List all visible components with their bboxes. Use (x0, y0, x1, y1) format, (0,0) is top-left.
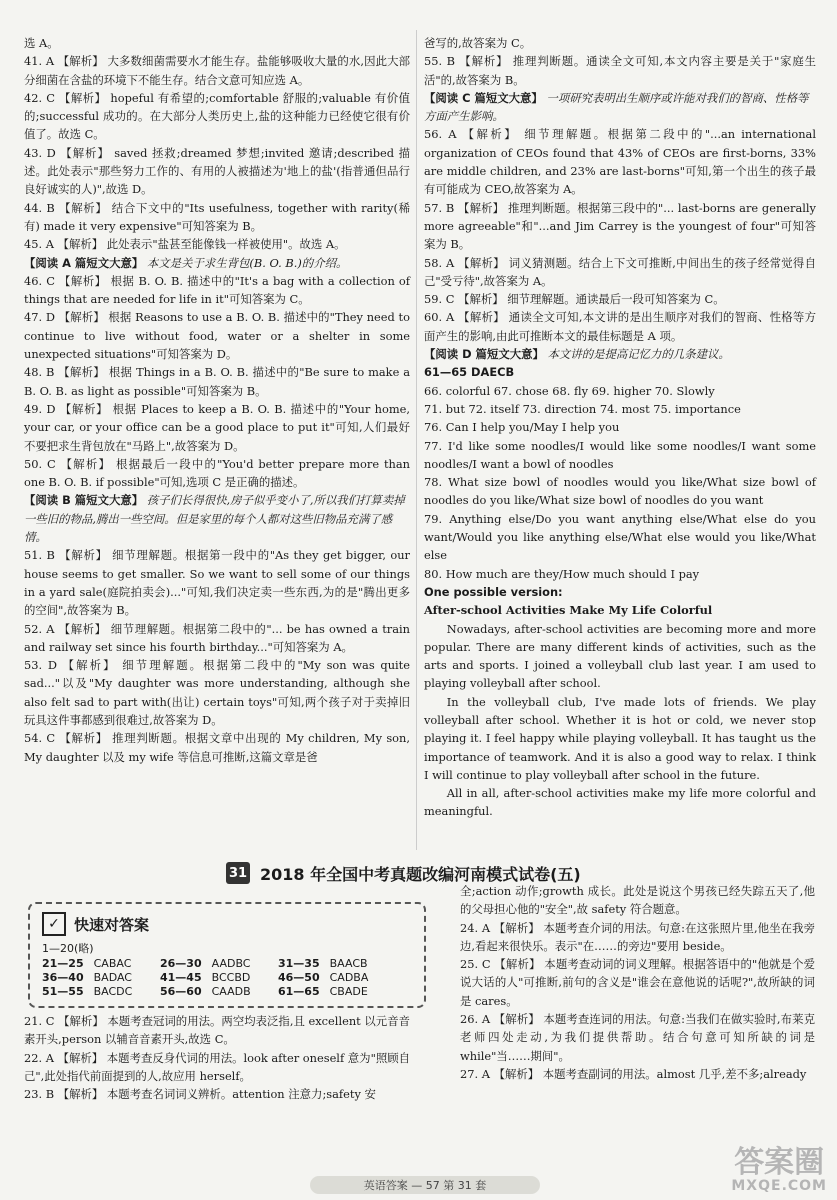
checkmark-icon: ✓ (42, 912, 66, 936)
answer-item: 58. A 【解析】 词义猜测题。结合上下文可推断,中间出生的孩子经常觉得自己"受亏待",故答案为 A。 (424, 255, 816, 288)
essay-heading: One possible version: (424, 584, 563, 599)
answer-item: 47. D 【解析】 根据 Reasons to use a B. O. B. 描述中的"They need to continue to live without food, water or a shelter in some unexpected situations"可知答案为 D。 (24, 310, 410, 362)
range-answers: CAADB (211, 985, 251, 998)
quick-answer-title: 快速对答案 (74, 915, 150, 934)
answer-item: 80. How much are they/How much should I pay (424, 566, 700, 581)
answer-item: 61—65 DAECB (424, 365, 515, 380)
section-number-badge: 31 (226, 862, 250, 884)
passage-summary (424, 345, 816, 363)
section-title: 2018 年全国中考真题改编河南模式试卷(五) (260, 864, 581, 884)
range-label: 21—25 (42, 957, 84, 970)
answer-item: 27. A 【解析】 本题考查副词的用法。almost 几乎,差不多;already (460, 1066, 807, 1081)
answer-range (160, 971, 278, 984)
answer-item: 23. B 【解析】 本题考查名词词义辨析。attention 注意力;safety 安 (24, 1087, 376, 1102)
passage-summary (424, 89, 816, 126)
answer-item: 43. D 【解析】 saved 拯救;dreamed 梦想;invited 邀请;described 描述。此处表示"那些努力工作的、有用的人被描述为'地上的盐'(指普通但品行良好诚实的人)",故选 D。 (24, 145, 410, 197)
range-answers: CADBA (329, 971, 369, 984)
answer-range (160, 957, 278, 970)
answer-item: 59. C 【解析】 细节理解题。通读最后一段可知答案为 C。 (424, 292, 725, 307)
sample-essay (424, 583, 816, 821)
answer-item: 57. B 【解析】 推理判断题。根据第三段中的"... last-borns are generally more agreeable"和"...and Jim Carrey is the youngest of four"可知答案为 B。 (424, 200, 816, 252)
answer-item: 71. but 72. itself 73. direction 74. most 75. importance (424, 401, 741, 416)
answer-range-first: 1—20(略) (42, 942, 94, 955)
range-answers: BAACB (329, 957, 368, 970)
answer-item: 24. A 【解析】 本题考查介词的用法。句意:在这张照片里,他坐在我旁边,看起来很快乐。表示"在……的旁边"要用 beside。 (460, 920, 815, 953)
answer-item: 55. B 【解析】 推理判断题。通读全文可知,本文内容主要是关于"家庭生活"的,故答案为 B。 (424, 54, 816, 87)
answer-item: 66. colorful 67. chose 68. fly 69. higher 70. Slowly (424, 383, 715, 398)
passage-summary (24, 491, 410, 546)
answer-item: 26. A 【解析】 本题考查连词的用法。句意:当我们在做实验时,布莱克老师四处走动,为我们提供帮助。结合句意可知所缺的词是 while"当……期间"。 (460, 1012, 815, 1063)
answer-item: 22. A 【解析】 本题考查反身代词的用法。look after oneself 意为"照顾自己",此处指代前面提到的人,故应用 herself。 (24, 1050, 410, 1083)
answer-item: 45. A 【解析】 此处表示"盐甚至能像钱一样被使用"。故选 A。 (24, 237, 346, 252)
summary-text: 一项研究表明出生顺序或许能对我们的智商、性格等方面产生影响。 (424, 90, 809, 124)
range-label: 61—65 (278, 985, 320, 998)
summary-text: 孩子们长得很快,房子似乎变小了,所以我们打算卖掉一些旧的物品,腾出一些空间。但是家里的每个人都对这些旧物品充满了感情。 (24, 493, 405, 545)
summary-tag: 【阅读 D 篇短文大意】 (424, 347, 544, 362)
summary-tag: 【阅读 C 篇短文大意】 (424, 90, 543, 105)
answer-item: 全;action 动作;growth 成长。此处是说这个男孩已经失踪五天了,他的父母担心他的"安全",故 safety 符合题意。 (460, 884, 815, 917)
passage-summary (24, 254, 410, 272)
range-answers: BACDC (93, 985, 133, 998)
range-answers: AADBC (211, 957, 251, 970)
column-divider (416, 30, 417, 850)
range-label: 46—50 (278, 971, 320, 984)
answer-item: 爸写的,故答案为 C。 (424, 36, 532, 50)
watermark-logo (731, 1145, 827, 1194)
range-answers: BADAC (93, 971, 132, 984)
answer-range (42, 957, 160, 970)
answer-range (42, 971, 160, 984)
answer-item: 21. C 【解析】 本题考查冠词的用法。两空均表泛指,且 excellent 以元音音素开头,person 以辅音音素开头,故选 C。 (24, 1014, 410, 1047)
answer-item: 49. D 【解析】 根据 Places to keep a B. O. B. 描述中的"Your home, your car, or your office can be a good place to put it"可知,人们最好不要把求生背包放在"马路上",故答案为 D。 (24, 401, 410, 453)
quick-answer-header (42, 912, 412, 936)
answer-range (278, 971, 396, 984)
essay-title: After-school Activities Make My Life Colorful (424, 603, 713, 618)
answer-item: 77. I'd like some noodles/I would like some noodles/I want some noodles/I want a bowl of noodles (424, 438, 816, 471)
range-label: 51—55 (42, 985, 84, 998)
answer-item: 56. A 【解析】 细节理解题。根据第二段中的"...an international organization of CEOs found that 43% of CEOs are first-borns, 33% are middle children, and 23% are last-borns"可知,第一个出生的孩子最有可能成为 CEO,故答案为 A。 (424, 127, 816, 197)
watermark-text: 答案圈 (734, 1145, 825, 1180)
range-label: 56—60 (160, 985, 202, 998)
range-answers: BCCBD (211, 971, 251, 984)
answer-item: 53. D 【解析】 细节理解题。根据第二段中的"My son was quite sad..."以及"My daughter was more understanding, although she also felt sad to part with(出让) certain toys"可知,两个孩子对于卖掉旧玩具这件事都感到很难过,故答案为 D。 (24, 658, 410, 727)
answer-item: 78. What size bowl of noodles would you like/What size bowl of noodles do you like/What size bowl of noodles do you want (424, 475, 816, 508)
answer-item: 46. C 【解析】 根据 B. O. B. 描述中的"It's a bag with a collection of things that are needed for life in it"可知答案为 C。 (24, 273, 410, 307)
answer-item: 44. B 【解析】 结合下文中的"Its usefulness, together with rarity(稀有) made it very expensive"可知答案为 B。 (24, 200, 410, 233)
answer-item: 50. C 【解析】 根据最后一段中的"You'd better prepare more than one B. O. B. if possible"可知,选项 C 是正确的描述。 (24, 456, 410, 490)
range-answers: CBADE (329, 985, 368, 998)
answer-item: 52. A 【解析】 细节理解题。根据第二段中的"... be has owned a train and railway set since his fourth birthday..."可知答案为 A。 (24, 621, 410, 654)
summary-tag: 【阅读 A 篇短文大意】 (24, 255, 144, 270)
answer-range (42, 985, 160, 998)
answer-item: 41. A 【解析】 大多数细菌需要水才能生存。盐能够吸收大量的水,因此大部分细菌在含盐的环境下不能生存。结合文意可知应选 A。 (24, 54, 410, 87)
answer-item: 25. C 【解析】 本题考查动词的词义理解。根据答语中的"他就是个爱说大话的人"可推断,前句的含义是"谁会在意他说的话呢?",故所缺的词是 cares。 (460, 957, 815, 1008)
answer-item: 76. Can I help you/May I help you (424, 420, 620, 435)
answer-item: 54. C 【解析】 推理判断题。根据文章中出现的 My children, My son, My daughter 以及 my wife 等信息可推断,这篇文章是爸 (24, 731, 410, 764)
answer-range (160, 985, 278, 998)
essay-paragraph: In the volleyball club, I've made lots of friends. We play volleyball after school. Whether it is hot or cold, we never stop playing it. I feel happy while playing volleyball. It has taught us the importance of teamwork. And it is also a good way to relax. I think I will continue to play volleyball after school in the future. (424, 694, 816, 782)
answer-item: 79. Anything else/Do you want anything else/What else do you want/Would you like anything else/What else would you like/What else (424, 511, 816, 563)
answer-item: 选 A。 (24, 36, 59, 50)
range-label: 26—30 (160, 957, 202, 970)
answer-item: 60. A 【解析】 通读全文可知,本文讲的是出生顺序对我们的智商、性格等方面产生的影响,由此可推断本文的最佳标题是 A 项。 (424, 310, 816, 343)
essay-paragraph: Nowadays, after-school activities are becoming more and more popular. There are many different kinds of activities, such as the arts and sports. I joined a volleyball club last year. I am used to playing volleyball after school. (424, 621, 816, 691)
range-label: 31—35 (278, 957, 320, 970)
range-label: 41—45 (160, 971, 202, 984)
range-answers: CABAC (93, 957, 132, 970)
bottom-left-column (24, 1012, 410, 1103)
answer-range (278, 985, 396, 998)
quick-answer-grid (42, 940, 412, 998)
summary-text: 本文讲的是提高记忆力的几条建议。 (543, 347, 730, 362)
essay-paragraph: All in all, after-school activities make my life more colorful and meaningful. (424, 786, 816, 819)
answer-range (278, 957, 396, 970)
right-column (424, 34, 816, 821)
answer-item: 51. B 【解析】 细节理解题。根据第一段中的"As they get bigger, our house seems to get smaller. So we want to sell some of our things in a yard sale(庭院拍卖会)..."可知,我们决定卖一些东西,为的是"腾出更多的空间",故答案为 B。 (24, 548, 410, 618)
bottom-right-column (460, 882, 815, 1083)
range-label: 36—40 (42, 971, 84, 984)
answer-item: 48. B 【解析】 根据 Things in a B. O. B. 描述中的"Be sure to make a B. O. B. as light as possible"可知答案为 B。 (24, 365, 410, 398)
left-column (24, 34, 410, 766)
summary-tag: 【阅读 B 篇短文大意】 (24, 493, 144, 508)
watermark-url: MXQE.COM (731, 1178, 827, 1194)
quick-answer-box (28, 902, 426, 1008)
page-footer: 英语答案 — 57 第 31 套 (310, 1176, 540, 1194)
answer-item: 42. C 【解析】 hopeful 有希望的;comfortable 舒服的;valuable 有价值的;successful 成功的。在大部分人类历史上,盐的这种能力已经使它很有价值了。故选 C。 (24, 90, 410, 142)
summary-text: 本文是关于求生背包(B. O. B.)的介绍。 (143, 255, 348, 270)
